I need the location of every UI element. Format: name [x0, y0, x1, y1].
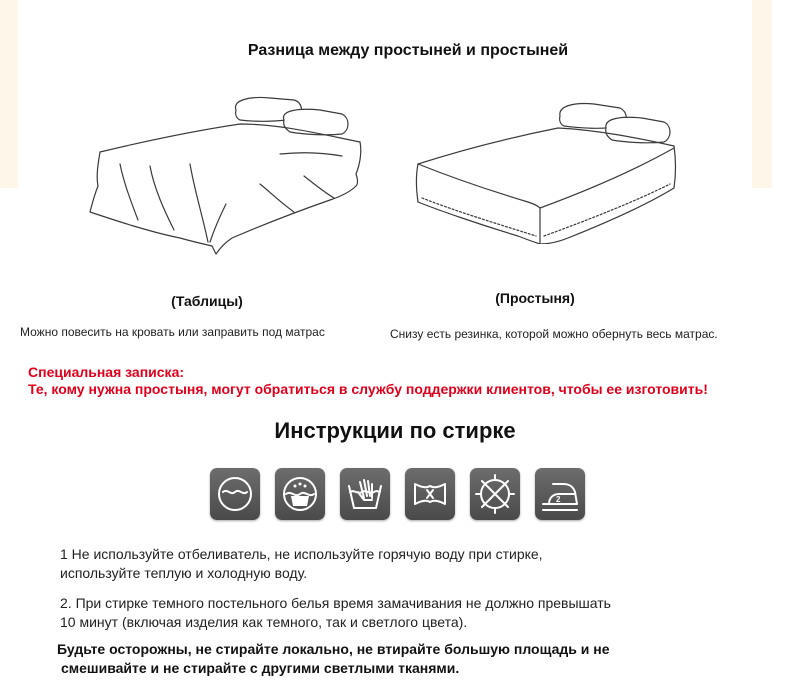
iron-level-label: 2 — [556, 495, 561, 504]
wash-water-icon — [210, 468, 260, 520]
fitted-sheet-caption: (Простыня) — [495, 290, 575, 306]
page-title: Разница между простыней и простыней — [247, 42, 569, 59]
washing-icons-row — [210, 468, 590, 522]
flat-sheet-caption: (Таблицы) — [171, 293, 243, 309]
instruction-1 — [60, 545, 543, 583]
left-decorative-band — [0, 0, 18, 188]
no-tumble-dry-icon — [470, 468, 520, 520]
instruction-1-line-1: 1 Не используйте отбеливатель, не используйте горячую воду при стирке, — [60, 546, 543, 562]
instruction-2 — [60, 594, 611, 632]
washing-warning-line-2: смешивайте и не стирайте с другими светлыми тканями. — [61, 660, 460, 676]
special-note-title: Специальная записка: — [28, 364, 185, 380]
fitted-sheet-illustration — [408, 98, 684, 244]
washing-warning — [57, 640, 609, 678]
wash-temperature-icon — [275, 468, 325, 520]
right-decorative-band — [752, 0, 772, 188]
instruction-1-line-2: используйте теплую и холодную воду. — [60, 565, 308, 581]
instruction-2-line-2: 10 минут (включая изделия как темного, так и светлого цвета). — [60, 614, 468, 630]
washing-warning-line-1: Будьте осторожны, не стирайте локально, не втирайте большую площадь и не — [57, 641, 610, 657]
no-wring-icon — [405, 468, 455, 520]
flat-sheet-description: Можно повесить на кровать или заправить под матрас — [20, 325, 325, 339]
flat-sheet-illustration — [80, 92, 370, 264]
iron-2-icon — [535, 468, 585, 520]
instruction-2-line-1: 2. При стирке темного постельного белья время замачивания не должно превышать — [60, 595, 611, 611]
fitted-sheet-description: Снизу есть резинка, которой можно обернуть весь матрас. — [390, 327, 718, 341]
washing-instructions-title: Инструкции по стирке — [274, 418, 516, 443]
special-note-text: Те, кому нужна простыня, могут обратиться в службу поддержки клиентов, чтобы ее изготовить! — [28, 381, 708, 397]
hand-wash-icon — [340, 468, 390, 520]
